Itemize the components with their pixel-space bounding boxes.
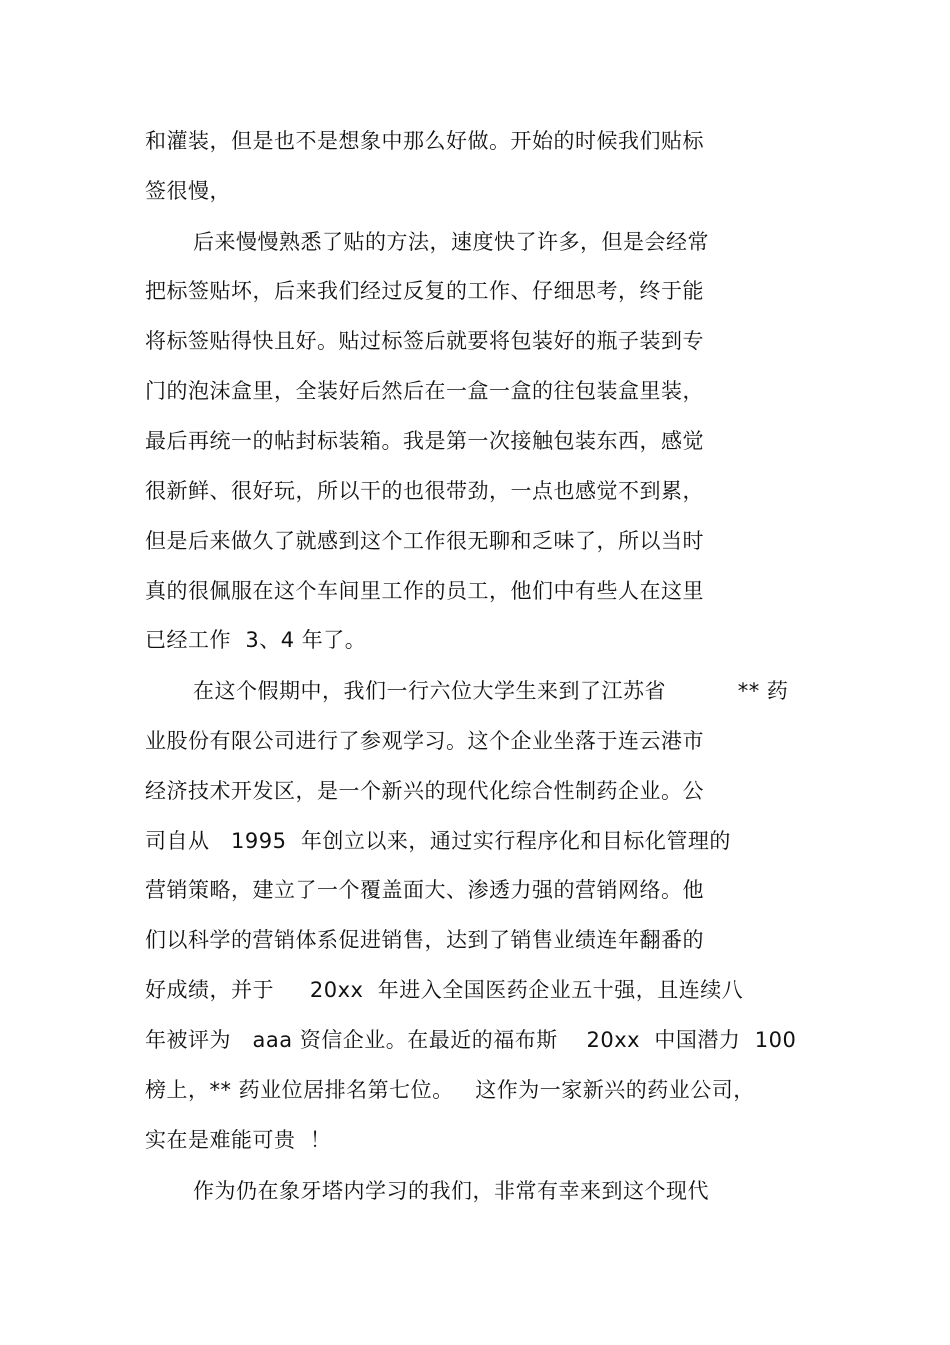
text-line: 真的很佩服在这个车间里工作的员工，他们中有些人在这里 [145, 579, 704, 603]
text-line: 和灌装，但是也不是想象中那么好做。开始的时候我们贴标 [145, 129, 704, 153]
text-line: 经济技术开发区，是一个新兴的现代化综合性制药企业。公 [145, 779, 704, 803]
text-line: 已经工作 3、4 年了。 [145, 628, 367, 652]
text-line: 营销策略，建立了一个覆盖面大、渗透力强的营销网络。他 [145, 878, 704, 902]
text-line: 实在是难能可贵 ！ [145, 1128, 332, 1152]
text-line: 门的泡沫盒里，全装好后然后在一盒一盒的往包装盒里装， [145, 379, 704, 403]
paragraph-start-line: 后来慢慢熟悉了贴的方法，速度快了许多，但是会经常 [193, 230, 709, 254]
paragraph-start-line: 作为仍在象牙塔内学习的我们，非常有幸来到这个现代 [193, 1179, 709, 1203]
text-line: 好成绩，并于 20xx 年进入全国医药企业五十强，且连续八 [145, 978, 744, 1002]
text-line: 最后再统一的帖封标装箱。我是第一次接触包装东西，感觉 [145, 429, 704, 453]
text-line: 但是后来做久了就感到这个工作很无聊和乏味了，所以当时 [145, 529, 704, 553]
text-line: 将标签贴得快且好。贴过标签后就要将包装好的瓶子装到专 [145, 329, 704, 353]
text-line: 们以科学的营销体系促进销售，达到了销售业绩连年翻番的 [145, 928, 704, 952]
text-line: 年被评为 aaa 资信企业。在最近的福布斯 20xx 中国潜力 100 [145, 1028, 797, 1052]
text-line: 很新鲜、很好玩，所以干的也很带劲，一点也感觉不到累， [145, 479, 704, 503]
text-line: 把标签贴坏，后来我们经过反复的工作、仔细思考，终于能 [145, 279, 704, 303]
text-line: 司自从 1995 年创立以来，通过实行程序化和目标化管理的 [145, 829, 731, 853]
paragraph-start-line: 在这个假期中，我们一行六位大学生来到了江苏省 ** 药 [193, 679, 789, 703]
text-line: 榜上，** 药业位居排名第七位。 这作为一家新兴的药业公司， [145, 1078, 755, 1102]
text-line: 业股份有限公司进行了参观学习。这个企业坐落于连云港市 [145, 729, 704, 753]
text-line: 签很慢， [145, 179, 231, 203]
